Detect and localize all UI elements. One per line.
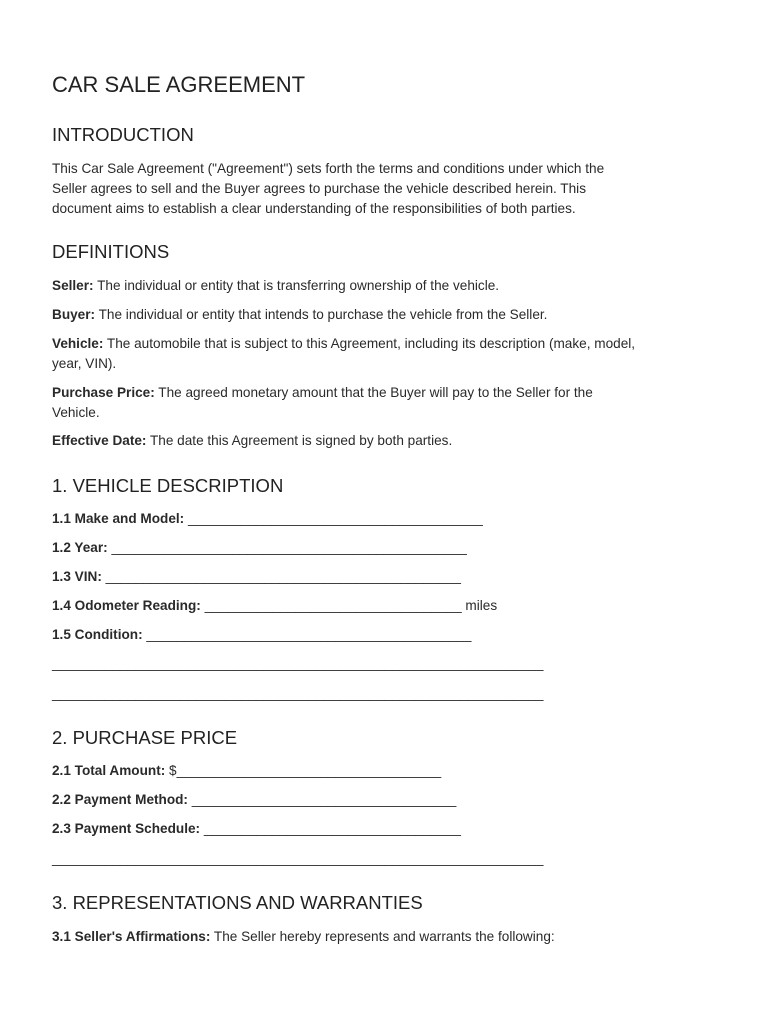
total-amount-field[interactable] xyxy=(52,763,441,778)
payment-schedule-field[interactable] xyxy=(52,821,461,836)
condition-extra-line-2[interactable]: _________________________________________________________________ xyxy=(52,686,544,701)
intro-line-2: Seller agrees to sell and the Buyer agrees to purchase the vehicle described herein. This xyxy=(52,181,586,196)
field-label: 1.2 Year: xyxy=(52,540,108,555)
blank-line[interactable]: ___________________________________________ xyxy=(142,627,472,642)
vehicle-description-heading: 1. VEHICLE DESCRIPTION xyxy=(52,475,284,496)
definition-text: The individual or entity that is transferring ownership of the vehicle. xyxy=(93,278,500,293)
field-label: 2.3 Payment Schedule: xyxy=(52,821,201,836)
field-label: 1.3 VIN: xyxy=(52,569,102,584)
definition-purchase-price xyxy=(52,385,593,400)
definition-effective-date xyxy=(52,433,452,448)
field-label: 2.1 Total Amount: xyxy=(52,763,166,778)
purchase-price-heading: 2. PURCHASE PRICE xyxy=(52,727,238,748)
intro-line-1: This Car Sale Agreement ("Agreement") sets forth the terms and conditions under which the xyxy=(52,161,605,176)
document-title: CAR SALE AGREEMENT xyxy=(52,72,306,97)
definition-text: The automobile that is subject to this Agreement, including its description (make, model, xyxy=(103,336,636,351)
blank-line[interactable]: _______________________________________________ xyxy=(101,569,461,584)
payment-method-field[interactable] xyxy=(52,792,456,807)
definition-vehicle-cont: year, VIN). xyxy=(52,356,117,371)
blank-line[interactable]: _______________________________________ xyxy=(184,511,483,526)
definition-term: Seller: xyxy=(52,278,94,293)
field-label: 1.4 Odometer Reading: xyxy=(52,598,201,613)
representations-heading: 3. REPRESENTATIONS AND WARRANTIES xyxy=(52,892,423,913)
definition-seller xyxy=(52,278,499,293)
definition-term: Purchase Price: xyxy=(52,385,155,400)
definition-text: The individual or entity that intends to purchase the vehicle from the Seller. xyxy=(95,307,548,322)
affirmation-text: The Seller hereby represents and warrants the following: xyxy=(210,929,555,944)
field-label: 2.2 Payment Method: xyxy=(52,792,188,807)
blank-line[interactable]: __________________________________ xyxy=(200,598,462,613)
blank-line[interactable]: ___________________________________ xyxy=(187,792,457,807)
vin-field[interactable] xyxy=(52,569,461,584)
definition-term: Effective Date: xyxy=(52,433,147,448)
blank-line[interactable]: $___________________________________ xyxy=(165,763,442,778)
unit-label: miles xyxy=(461,598,498,613)
odometer-field[interactable] xyxy=(52,598,497,613)
definition-term: Buyer: xyxy=(52,307,96,322)
definition-buyer xyxy=(52,307,547,322)
definition-purchase-price-cont: Vehicle. xyxy=(52,405,100,420)
definitions-heading: DEFINITIONS xyxy=(52,241,170,262)
field-label: 1.1 Make and Model: xyxy=(52,511,185,526)
definition-text: The agreed monetary amount that the Buyer will pay to the Seller for the xyxy=(154,385,593,400)
field-label: 3.1 Seller's Affirmations: xyxy=(52,929,211,944)
introduction-heading: INTRODUCTION xyxy=(52,124,194,145)
definition-vehicle xyxy=(52,336,635,351)
blank-line[interactable]: __________________________________ xyxy=(200,821,461,836)
payment-extra-line[interactable]: _________________________________________________________________ xyxy=(52,851,544,866)
make-model-field[interactable] xyxy=(52,511,483,526)
blank-line[interactable]: _______________________________________________ xyxy=(107,540,467,555)
intro-line-3: document aims to establish a clear understanding of the responsibilities of both parties. xyxy=(52,201,576,216)
definition-text: The date this Agreement is signed by both parties. xyxy=(146,433,453,448)
definition-term: Vehicle: xyxy=(52,336,104,351)
condition-field[interactable] xyxy=(52,627,472,642)
field-label: 1.5 Condition: xyxy=(52,627,143,642)
seller-affirmations xyxy=(52,929,555,944)
year-field[interactable] xyxy=(52,540,467,555)
condition-extra-line-1[interactable]: _________________________________________________________________ xyxy=(52,656,544,671)
